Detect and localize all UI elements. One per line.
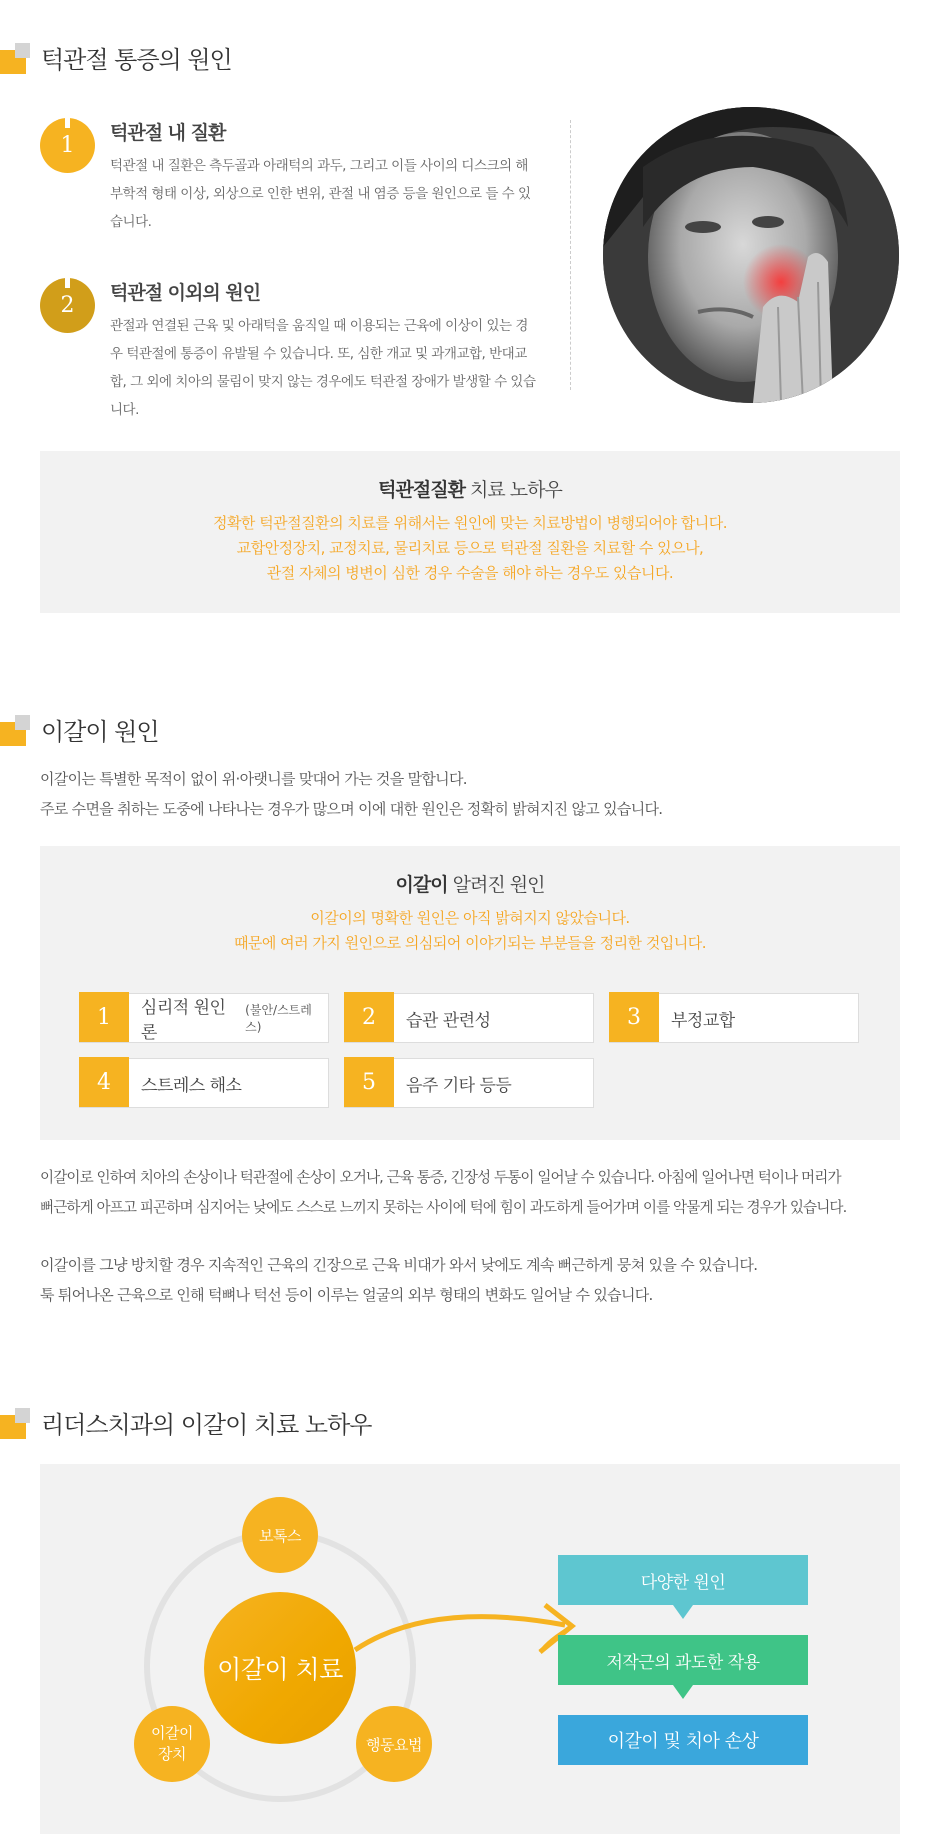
cause-tile-2: 2 습관 관련성 [344,993,594,1043]
appliance-circle: 이갈이 장치 [134,1706,210,1782]
box-text: 정확한 턱관절질환의 치료를 위해서는 원인에 맞는 치료방법이 병행되어야 합니다. 교합안정장치, 교정치료, 물리치료 등으로 턱관절 질환을 치료할 수 있으나, 관절 자체의 병변이 심한 경우 수술을 해야 하는 경우도 있습니다. [212,514,728,582]
bruxism-treatment-center: 이갈이 치료 [204,1592,356,1744]
cause-tile-4: 4 스트레스 해소 [79,1058,329,1108]
cause-text: 턱관절 내 질환은 측두골과 아래턱의 과두, 그리고 이들 사이의 디스크의 해부학적 형태 이상, 외상으로 인한 변위, 관절 내 염증 등을 원인으로 들 수 있습니다. [110,158,531,230]
section-title-text: 이갈이 원인 [41,718,159,746]
arrow-down-icon [673,1605,693,1619]
botox-circle: 보톡스 [242,1497,318,1573]
section-title-text: 턱관절 통증의 원인 [41,46,232,74]
bruxism-effects-paragraph-1: 이갈이로 인하여 치아의 손상이나 턱관절에 손상이 오거나, 근육 통증, 긴장성 두통이 일어날 수 있습니다. 아침에 일어나면 턱이나 머리가 뻐근하게 아프고 피곤하며 심지어는 낮에도 스스로 느끼지 못하는 사이에 턱에 힘이 과도하게 들어가며 이를 악물게 되는 경우가 있습니다. [40,1169,847,1216]
behavior-therapy-circle: 행동요법 [356,1706,432,1782]
box-text: 이갈이의 명확한 원인은 아직 밝혀지지 않았습니다. 때문에 여러 가지 원인으로 의심되어 이야기되는 부분들을 정리한 것입니다. [233,909,707,952]
number-badge: 2 [40,278,95,333]
bruxism-effects-paragraph-2: 이갈이를 그냥 방치할 경우 지속적인 근육의 긴장으로 근육 비대가 와서 낮에도 계속 뻐근하게 뭉쳐 있을 수 있습니다. 툭 튀어나온 근육으로 인해 턱뼈나 턱선 등이 이루는 얼굴의 외부 형태의 변화도 일어날 수 있습니다. [40,1256,758,1304]
number-badge: 1 [40,118,95,173]
cause-tile-5: 5 음주 기타 등등 [344,1058,594,1108]
cause-tile-3: 3 부정교합 [609,993,859,1043]
box-title: 턱관절질환 치료 노하우 [378,479,562,501]
box-title: 이갈이 알려진 원인 [395,874,545,896]
cause-heading: 턱관절 내 질환 [110,122,226,144]
bruxism-intro: 이갈이는 특별한 목적이 없이 위·아랫니를 맞대어 가는 것을 말합니다. 주로 수면을 취하는 도중에 나타나는 경우가 많으며 이에 대한 원인은 정확히 밝혀지진 않고 있습니다. [40,770,663,818]
arrow-down-icon [673,1685,693,1699]
flow-step-causes: 다양한 원인 [558,1555,808,1605]
section-title-text: 리더스치과의 이갈이 치료 노하우 [41,1411,372,1439]
flow-step-muscle: 저작근의 과도한 작용 [558,1635,808,1685]
cause-heading: 턱관절 이외의 원인 [110,282,261,304]
cause-text: 관절과 연결된 근육 및 아래턱을 움직일 때 이용되는 근육에 이상이 있는 경우 턱관절에 통증이 유발될 수 있습니다. 또, 심한 개교 및 과개교합, 반대교합, 그 외에 치아의 물림이 맞지 않는 경우에도 턱관절 장애가 발생할 수 있습니다. [110,318,536,418]
flow-step-damage: 이갈이 및 치아 손상 [558,1715,808,1765]
cause-tile-1: 1 심리적 원인론 (불안/스트레스) [79,993,329,1043]
